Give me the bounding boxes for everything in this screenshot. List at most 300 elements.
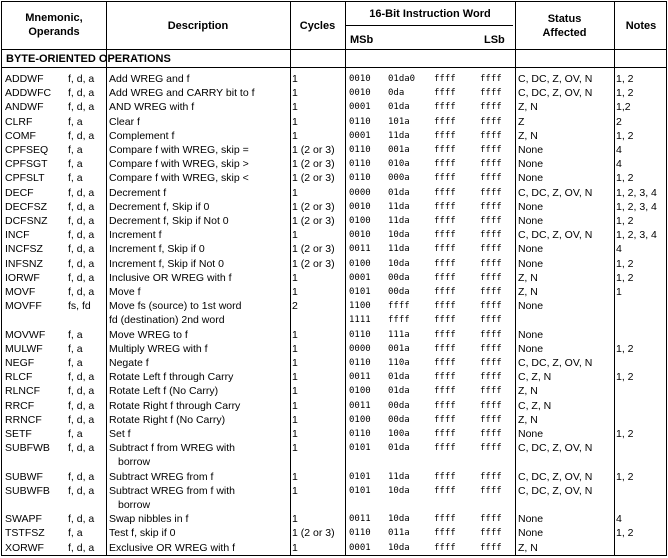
cell-mn: ANDWF [5,101,44,114]
table-row [2,512,666,526]
cell-w3: ffff [434,315,456,326]
cell-op: f, d, a [68,200,95,213]
cell-w4: ffff [480,301,502,312]
cell-w2: 011a [388,528,410,539]
cell-mn: RRNCF [5,413,42,426]
table-row [2,214,666,228]
cell-w2: 0da [388,88,405,99]
cell-cyc: 1 (2 or 3) [292,172,335,185]
cell-w4: ffff [480,145,502,155]
cell-w4: ffff [480,102,502,113]
table-row [2,342,666,356]
cell-desc: Multiply WREG with f [109,342,208,355]
cell-w3: ffff [434,187,456,198]
cell-nt: 1, 2, 3, 4 [616,200,657,213]
cell-desc: Increment f [109,229,162,242]
cell-w2: 101a [388,116,410,127]
cell-cyc: 1 [292,357,298,369]
cell-cyc: 1 [292,229,298,242]
cell-w1: 0110 [349,358,371,368]
cell-w2: 100a [388,429,410,439]
cell-w3: ffff [434,343,456,354]
cell-w4: ffff [480,471,502,482]
cell-w4: ffff [480,514,502,525]
cell-w2: 110a [388,358,410,368]
header-description: Description [167,20,229,32]
cell-op: f, d, a [68,101,95,114]
cell-w1: 0000 [349,343,371,354]
cell-w1: 0001 [349,130,371,141]
table-row [2,384,666,398]
table-row [2,143,666,157]
cell-w4: ffff [480,343,502,354]
cell-w3: ffff [434,514,456,525]
cell-w2: 111a [388,329,410,340]
cell-w2: 000a [388,173,410,184]
table-row [2,271,666,285]
cell-w1: 0110 [349,116,371,127]
cell-mn: MOVFF [5,300,42,313]
cell-st: None [518,243,544,256]
cell-mn: SETF [5,428,32,440]
cell-op: f, d, a [68,229,95,242]
cell-cyc: 1 [292,286,298,298]
cell-op: f, d, a [68,271,95,284]
cell-w1: 0101 [349,485,371,496]
table-row [2,498,666,512]
cell-st: None [518,513,544,526]
cell-op: f, a [68,428,83,440]
table-row [2,299,666,313]
cell-cyc: 1 (2 or 3) [292,158,335,171]
cell-w2: 001a [388,145,410,155]
cell-st: None [518,527,544,540]
cell-op: f, d, a [68,286,95,298]
cell-op: f, d, a [68,413,95,426]
cell-desc: Rotate Left f (No Carry) [109,385,219,398]
cell-cyc: 1 [292,541,298,554]
cell-w2: 01da [388,372,410,383]
cell-op: f, a [68,172,83,185]
cell-w1: 0010 [349,74,371,84]
cell-op: f, d, a [68,470,95,483]
cell-op: f, d, a [68,129,95,142]
cell-desc: Clear f [109,115,140,128]
cell-mn: DCFSNZ [5,215,48,227]
cell-w3: ffff [434,130,456,141]
cell-w4: ffff [480,116,502,127]
cell-cyc: 1 [292,129,298,142]
cell-w4: ffff [480,386,502,397]
cell-w3: ffff [434,358,456,368]
cell-desc: Rotate Right f through Carry [109,399,241,412]
cell-nt: 4 [616,144,622,156]
cell-w1: 0110 [349,528,371,539]
cell-nt: 2 [616,115,622,128]
cell-w2: 11da [388,201,410,212]
cell-w2: 11da [388,216,410,226]
table-row [2,541,666,555]
cell-w2: 010a [388,159,410,170]
cell-w4: ffff [480,244,502,255]
table-row [2,328,666,342]
cell-st: None [518,144,544,156]
cell-w4: ffff [480,130,502,141]
cell-desc: Move WREG to f [109,328,188,341]
cell-desc: Test f, skip if 0 [109,527,176,540]
cell-st: C, Z, N [518,399,552,412]
cell-w1: 0101 [349,443,371,454]
table-row [2,484,666,498]
cell-nt: 1, 2 [616,73,634,85]
cell-op: f, a [68,527,83,540]
cell-nt: 1, 2 [616,215,634,227]
cell-desc: Compare f with WREG, skip > [109,158,249,171]
cell-w1: 0110 [349,329,371,340]
cell-mn: ADDWF [5,73,44,85]
cell-w3: ffff [434,230,456,241]
cell-w4: ffff [480,74,502,84]
cell-st: C, DC, Z, OV, N [518,229,593,242]
cell-op: f, a [68,158,83,171]
cell-nt: 4 [616,513,622,526]
cell-desc: Compare f with WREG, skip < [109,172,249,185]
cell-mn: MULWF [5,342,43,355]
cell-w3: ffff [434,173,456,184]
table-row [2,370,666,384]
cell-cyc: 1 [292,73,298,85]
cell-w3: ffff [434,272,456,283]
cell-w4: ffff [480,272,502,283]
cell-st: Z [518,115,525,128]
header-divider [345,25,513,26]
cell-w4: ffff [480,173,502,184]
cell-w3: ffff [434,74,456,84]
cell-w2: 01da [388,386,410,397]
header-status: Status Affected [542,13,587,39]
cell-nt: 1, 2 [616,527,634,540]
header-notes: Notes [625,20,657,32]
cell-st: None [518,215,544,227]
cell-cyc: 1 [292,442,298,455]
cell-w1: 0011 [349,514,371,525]
cell-w3: ffff [434,102,456,113]
table-row [2,228,666,242]
cell-mn: MOVWF [5,328,46,341]
cell-op: f, a [68,342,83,355]
cell-w2: 10da [388,230,410,241]
cell-desc: fd (destination) 2nd word [109,314,225,327]
cell-mn: DECFSZ [5,200,47,213]
cell-w3: ffff [434,216,456,226]
table-row [2,200,666,214]
cell-w2: ffff [388,301,410,312]
cell-op: f, a [68,115,83,128]
cell-w3: ffff [434,329,456,340]
cell-w3: ffff [434,287,456,297]
cell-w2: 10da [388,514,410,525]
cell-op: f, d, a [68,87,95,100]
cell-nt: 1, 2 [616,371,634,384]
cell-cyc: 1 [292,371,298,384]
cell-mn: TSTFSZ [5,527,45,540]
cell-cyc: 1 (2 or 3) [292,243,335,256]
cell-mn: IORWF [5,271,40,284]
cell-w4: ffff [480,201,502,212]
cell-w3: ffff [434,301,456,312]
table-row [2,441,666,455]
cell-mn: RLNCF [5,385,41,398]
cell-op: f, d, a [68,215,95,227]
cell-w2: 11da [388,244,410,255]
cell-mn: RRCF [5,399,35,412]
cell-mn: SUBFWB [5,442,50,455]
cell-w1: 0100 [349,216,371,226]
cell-w4: ffff [480,414,502,425]
cell-desc: Increment f, Skip if Not 0 [109,257,224,270]
table-row [2,285,666,299]
cell-w4: ffff [480,485,502,496]
cell-w4: ffff [480,88,502,99]
table-row [2,129,666,143]
cell-op: f, d, a [68,442,95,455]
cell-w4: ffff [480,528,502,539]
cell-desc: Swap nibbles in f [109,513,189,526]
cell-w2: 01da [388,102,410,113]
cell-mn: CPFSGT [5,158,48,171]
cell-cyc: 1 (2 or 3) [292,200,335,213]
cell-st: C, DC, Z, OV, N [518,470,593,483]
cell-w4: ffff [480,400,502,411]
cell-w3: ffff [434,159,456,170]
cell-w2: 00da [388,400,410,411]
cell-op: f, d, a [68,484,95,497]
cell-w4: ffff [480,429,502,439]
cell-op: f, d, a [68,513,95,526]
header-cycles: Cycles [299,20,336,32]
cell-w2: 01da [388,187,410,198]
cell-desc: Decrement f, Skip if 0 [109,200,210,213]
table-row [2,413,666,427]
cell-mn: SUBWF [5,470,43,483]
cell-w4: ffff [480,159,502,170]
cell-w2: 11da [388,130,410,141]
cell-w1: 0011 [349,372,371,383]
cell-cyc: 1 [292,186,298,199]
cell-mn: CLRF [5,115,33,128]
cell-mn: COMF [5,129,36,142]
cell-w1: 0110 [349,145,371,155]
cell-desc: borrow [118,499,151,511]
cell-w2: 10da [388,485,410,496]
cell-w1: 0110 [349,429,371,439]
cell-cyc: 1 [292,413,298,426]
cell-nt: 1, 2 [616,172,634,185]
instruction-table [1,1,667,556]
table-row [2,242,666,256]
cell-w4: ffff [480,258,502,269]
cell-mn: INFSNZ [5,257,43,270]
table-row [2,356,666,370]
cell-w1: 0110 [349,159,371,170]
table-row [2,86,666,100]
cell-cyc: 1 [292,484,298,497]
cell-cyc: 1 (2 or 3) [292,144,335,156]
cell-w1: 0001 [349,272,371,283]
cell-w3: ffff [434,116,456,127]
cell-desc: Subtract f from WREG with [109,442,236,455]
cell-st: None [518,257,544,270]
cell-w3: ffff [434,429,456,439]
cell-op: f, a [68,328,83,341]
table-row [2,257,666,271]
cell-mn: SUBWFB [5,484,50,497]
cell-desc: Compare f with WREG, skip = [109,144,249,156]
cell-cyc: 1 [292,470,298,483]
cell-nt: 1, 2 [616,428,634,440]
cell-st: None [518,172,544,185]
cell-st: Z, N [518,385,538,398]
cell-st: C, DC, Z, OV, N [518,87,593,100]
cell-w4: ffff [480,216,502,226]
cell-desc: Decrement f, Skip if Not 0 [109,215,229,227]
cell-st: C, DC, Z, OV, N [518,73,593,85]
cell-w3: ffff [434,443,456,454]
cell-cyc: 1 [292,385,298,398]
table-row [2,470,666,484]
cell-st: Z, N [518,286,538,298]
cell-st: None [518,342,544,355]
cell-mn: SWAPF [5,513,42,526]
cell-w1: 0100 [349,258,371,269]
cell-w3: ffff [434,414,456,425]
cell-desc: Add WREG and CARRY bit to f [109,87,255,100]
cell-w2: 01da [388,443,410,454]
cell-w1: 0100 [349,414,371,425]
cell-desc: Exclusive OR WREG with f [109,541,236,554]
cell-w3: ffff [434,471,456,482]
header-bottom [2,49,666,50]
cell-w3: ffff [434,145,456,155]
cell-cyc: 1 [292,87,298,100]
table-row [2,455,666,469]
table-row [2,313,666,327]
cell-op: f, d, a [68,399,95,412]
cell-w1: 0001 [349,542,371,553]
cell-st: Z, N [518,271,538,284]
cell-op: f, a [68,144,83,156]
cell-mn: ADDWFC [5,87,52,100]
cell-st: Z, N [518,129,538,142]
cell-mn: INCF [5,229,30,242]
cell-nt: 1, 2 [616,342,634,355]
cell-w4: ffff [480,287,502,297]
cell-desc: AND WREG with f [109,101,195,114]
cell-st: None [518,158,544,171]
header-instruction-word: 16-Bit Instruction Word [369,8,491,20]
cell-cyc: 1 [292,115,298,128]
cell-mn: RLCF [5,371,33,384]
cell-w2: 00da [388,272,410,283]
cell-w2: 00da [388,414,410,425]
cell-w4: ffff [480,443,502,454]
cell-st: C, DC, Z, OV, N [518,357,593,369]
cell-nt: 1, 2 [616,129,634,142]
cell-op: fs, fd [68,300,91,313]
cell-st: C, Z, N [518,371,552,384]
cell-mn: CPFSLT [5,172,45,185]
cell-w4: ffff [480,187,502,198]
header-lsb: LSb [484,34,505,46]
cell-w2: 10da [388,542,410,553]
cell-w3: ffff [434,386,456,397]
cell-w1: 0011 [349,400,371,411]
cell-w3: ffff [434,258,456,269]
table-row [2,399,666,413]
cell-desc: Set f [109,428,131,440]
cell-cyc: 1 [292,271,298,284]
table-row [2,526,666,540]
cell-nt: 1, 2, 3, 4 [616,229,657,242]
cell-w1: 0110 [349,173,371,184]
cell-desc: Inclusive OR WREG with f [109,271,232,284]
cell-nt: 1, 2 [616,87,634,100]
cell-desc: Add WREG and f [109,73,190,85]
cell-st: C, DC, Z, OV, N [518,484,593,497]
table-row [2,427,666,441]
table-row [2,157,666,171]
cell-w4: ffff [480,372,502,383]
cell-nt: 1,2 [616,101,631,114]
cell-cyc: 1 [292,342,298,355]
cell-w3: ffff [434,372,456,383]
header-msb: MSb [350,34,374,46]
cell-nt: 1, 2 [616,257,634,270]
cell-st: C, DC, Z, OV, N [518,186,593,199]
cell-desc: Move f [109,286,141,298]
cell-cyc: 1 [292,101,298,114]
cell-w1: 0010 [349,201,371,212]
cell-w3: ffff [434,485,456,496]
cell-nt: 4 [616,243,622,256]
cell-op: f, d, a [68,371,95,384]
cell-w2: ffff [388,315,410,326]
cell-w2: 01da0 [388,74,416,84]
cell-cyc: 1 (2 or 3) [292,527,335,540]
cell-nt: 1, 2, 3, 4 [616,186,657,199]
cell-w3: ffff [434,542,456,553]
cell-w1: 0010 [349,88,371,99]
cell-op: f, a [68,357,83,369]
cell-w4: ffff [480,230,502,241]
cell-w2: 11da [388,471,410,482]
table-row [2,72,666,86]
cell-desc: Rotate Left f through Carry [109,371,234,384]
cell-mn: NEGF [5,357,35,369]
cell-w1: 0101 [349,471,371,482]
cell-mn: INCFSZ [5,243,43,256]
cell-w3: ffff [434,528,456,539]
cell-w1: 0000 [349,187,371,198]
cell-cyc: 2 [292,300,298,313]
cell-w3: ffff [434,244,456,255]
cell-w1: 0101 [349,287,371,297]
cell-op: f, d, a [68,385,95,398]
cell-w1: 0001 [349,102,371,113]
cell-w4: ffff [480,315,502,326]
cell-st: None [518,300,544,313]
cell-desc: borrow [118,456,151,469]
